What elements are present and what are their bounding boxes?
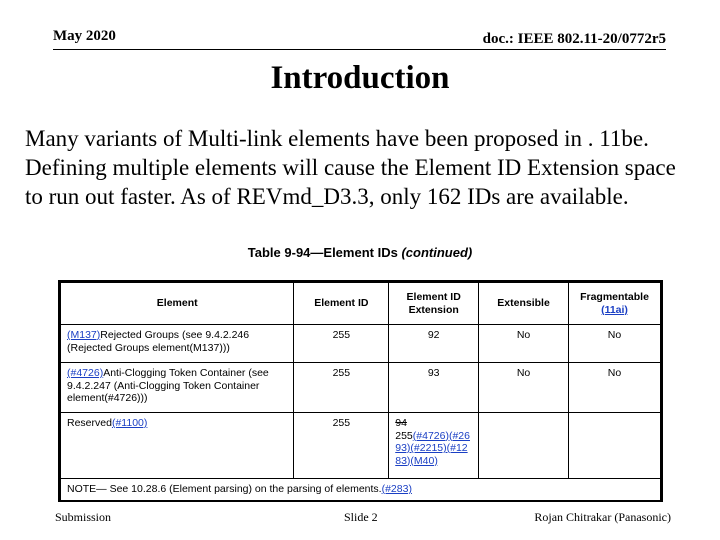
- slide-title: Introduction: [270, 60, 450, 96]
- table-header-row: [61, 283, 661, 325]
- table-caption: [0, 245, 720, 260]
- row-element-text: Anti-Clogging Token Container (see 9.4.2.247 (Anti-Clogging Token Container element(#4726))): [67, 367, 269, 404]
- table-row: [61, 413, 661, 479]
- cell-element-id: 255: [294, 325, 389, 363]
- element-ids-table-frame: [58, 280, 663, 502]
- cell-fragmentable: No: [569, 325, 661, 363]
- table-note-row: [61, 479, 661, 501]
- table-caption-suffix: (continued): [401, 245, 473, 260]
- table-caption-text: Table 9-94—Element IDs: [247, 245, 398, 260]
- col-header-element-id: Element ID: [294, 283, 389, 325]
- cell-extensible: No: [479, 363, 569, 413]
- table-row: [61, 363, 661, 413]
- cell-element: [61, 413, 294, 479]
- footer-submission: Submission: [55, 510, 112, 524]
- cell-element-id-ext: 93: [389, 363, 479, 413]
- row-link[interactable]: (#4726): [67, 367, 104, 379]
- cell-element-id: 255: [294, 413, 389, 479]
- note-link[interactable]: (#283): [381, 483, 412, 495]
- cell-extensible: No: [479, 325, 569, 363]
- row-link[interactable]: (M137): [67, 329, 101, 341]
- cell-extensible: [479, 413, 569, 479]
- cell-element-id-ext: 92: [389, 325, 479, 363]
- cell-fragmentable: [569, 413, 661, 479]
- footer-author: Rojan Chitrakar (Panasonic): [534, 510, 671, 524]
- col-header-element-id-extension: Element ID Extension: [389, 283, 479, 325]
- cell-element-id-ext: [389, 413, 479, 479]
- header-doc-id: doc.: IEEE 802.11-20/0772r5: [482, 31, 666, 47]
- table-row: [61, 325, 661, 363]
- cell-element-id: 255: [294, 363, 389, 413]
- ext-value: 255: [395, 429, 413, 442]
- col-header-element: Element: [61, 283, 294, 325]
- cell-element: [61, 363, 294, 413]
- cell-fragmentable: No: [569, 363, 661, 413]
- fragmentable-link[interactable]: (11ai): [601, 303, 628, 316]
- footer-slide-number: Slide 2: [344, 510, 378, 524]
- header-date: May 2020: [53, 28, 116, 44]
- ext-links[interactable]: (#4726)(#2693)(#2215)(#1283)(M40): [395, 429, 470, 467]
- body-paragraph: Many variants of Multi-link elements have been proposed in . 11be. Defining multiple elements will cause the Element ID Extension space to run out faster. As of REVmd_D3.3, only 162 IDs are available.: [25, 126, 676, 209]
- row-element-text: Rejected Groups (see 9.4.2.246 (Rejected Groups element(M137))): [67, 329, 250, 354]
- struck-value: 94: [395, 417, 407, 429]
- row-element-text: Reserved: [67, 417, 112, 429]
- cell-element: [61, 325, 294, 363]
- header-divider: [53, 49, 666, 50]
- element-ids-table: [60, 282, 661, 501]
- note-text: NOTE— See 10.28.6 (Element parsing) on the parsing of elements.: [67, 483, 382, 495]
- col-header-extensible: Extensible: [479, 283, 569, 325]
- table-note: [61, 479, 661, 501]
- fragmentable-label: Fragmentable: [580, 291, 649, 303]
- row-link[interactable]: (#1100): [111, 417, 148, 429]
- col-header-fragmentable: [569, 283, 661, 325]
